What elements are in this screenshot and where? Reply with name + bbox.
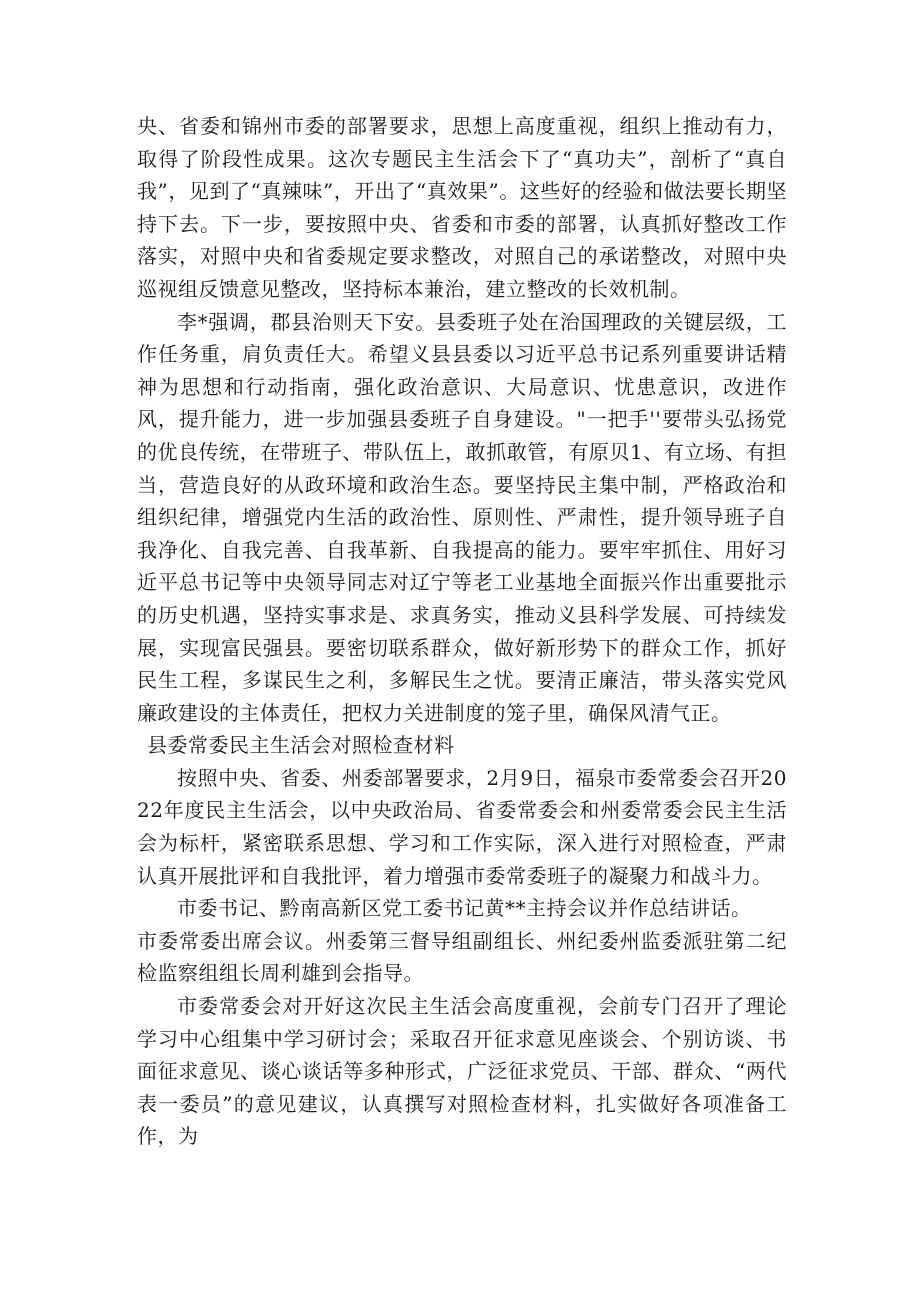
paragraph-host: 市委书记、黔南高新区党工委书记黄**主持会议并作总结讲话。 — [177, 896, 752, 921]
paragraph-preparation: 市委常委会对开好这次民主生活会高度重视，会前专门召开了理论学习中心组集中学习研讨会；采取召开征求意见座谈会、个别访谈、书面征求意见、谈心谈话等多种形式，广泛征求党员、干部、群众、“两代表一委员”的意见建议，认真撰写对照检查材料，扎实做好各项准备工作，为 — [137, 994, 787, 1149]
document-body — [137, 110, 787, 1153]
section-heading: 县委常委民主生活会对照检查材料 — [147, 733, 455, 758]
paragraph-attendees: 市委常委出席会议。州委第三督导组副组长、州纪委州监委派驻第二纪检监察组组长周利雄到会指导。 — [137, 928, 787, 986]
paragraph-li-emphasis: 李*强调，郡县治则天下安。县委班子处在治国理政的关键层级，工作任务重，肩负责任大。希望义县县委以习近平总书记系列重要讲话精神为思想和行动指南，强化政治意识、大局意识、忧患意识，改进作风，提升能力，进一步加强县委班子自身建设。"一把手''要带头弘扬党的优良传统，在带班子、带队伍上，敢抓敢管，有原贝1、有立场、有担当，营造良好的从政环境和政治生态。要坚持民主集中制，严格政治和组织纪律，增强党内生活的政治性、原则性、严肃性，提升领导班子自我净化、自我完善、自我革新、自我提高的能力。要牢牢抓住、用好习近平总书记等中央领导同志对辽宁等老工业基地全面振兴作出重要批示的历史机遇，坚持实事求是、求真务实，推动义县科学发展、可持续发展，实现富民强县。要密切联系群众，做好新形势下的群众工作，抓好民生工程，多谋民生之利，多解民生之忧。要清正廉洁，带头落实党风廉政建设的主体责任，把权力关进制度的笼子里，确保风清气正。 — [137, 309, 787, 725]
paragraph-meeting-intro: 按照中央、省委、州委部署要求，2月9日，福泉市委常委会召开2022年度民主生活会，以中央政治局、省委常委会和州委常委会民主生活会为标杆，紧密联系思想、学习和工作实际，深入进行对照检查，严肃认真开展批评和自我批评，着力增强市委常委班子的凝聚力和战斗力。 — [137, 765, 787, 888]
paragraph-continued: 央、省委和锦州市委的部署要求，思想上高度重视，组织上推动有力，取得了阶段性成果。这次专题民主生活会下了“真功夫”，剖析了“真自我”，见到了“真辣味”，开出了“真效果”。这些好的经验和做法要长期坚持下去。下一步，要按照中央、省委和市委的部署，认真抓好整改工作落实，对照中央和省委规定要求整改，对照自己的承诺整改，对照中央巡视组反馈意见整改，坚持标本兼治，建立整改的长效机制。 — [137, 114, 787, 301]
